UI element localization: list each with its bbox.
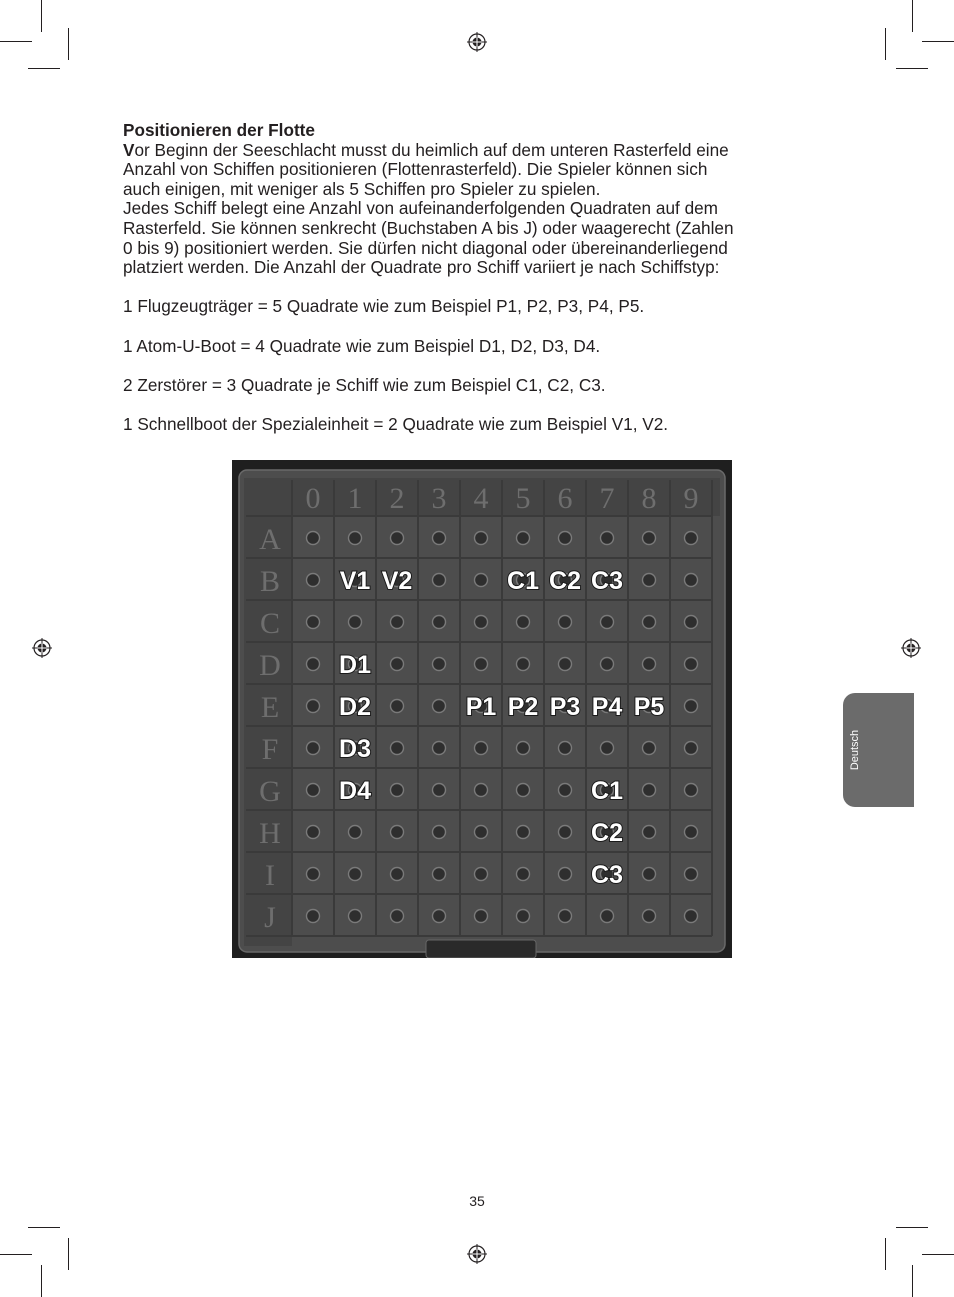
peg-hole	[349, 532, 362, 545]
peg-hole	[643, 910, 656, 923]
peg-hole	[391, 868, 404, 881]
crop-mark	[41, 0, 42, 32]
peg-hole	[433, 574, 446, 587]
peg-hole	[307, 868, 320, 881]
peg-hole	[685, 574, 698, 587]
peg-hole	[391, 826, 404, 839]
crop-mark	[885, 28, 886, 60]
peg-hole	[517, 532, 530, 545]
board-hinge-tab	[426, 940, 536, 958]
peg-hole	[475, 616, 488, 629]
ship-label: D4	[339, 777, 371, 805]
peg-hole	[685, 532, 698, 545]
row-label: A	[259, 523, 281, 556]
row-label: G	[259, 775, 281, 808]
peg-hole	[559, 616, 572, 629]
row-label: I	[265, 859, 275, 892]
peg-hole	[601, 532, 614, 545]
peg-hole	[307, 742, 320, 755]
peg-hole	[685, 784, 698, 797]
peg-hole	[307, 574, 320, 587]
crop-mark	[922, 1254, 954, 1255]
body-line: auch einigen, mit weniger als 5 Schiffen pro Spieler zu spielen.	[123, 178, 601, 199]
ship-label: P1	[465, 693, 497, 721]
peg-hole	[307, 784, 320, 797]
peg-hole	[475, 742, 488, 755]
crop-mark	[68, 28, 69, 60]
peg-hole	[559, 826, 572, 839]
peg-hole	[391, 910, 404, 923]
ship-label: P3	[549, 693, 581, 721]
column-label: 4	[473, 482, 489, 515]
fleet-grid	[232, 460, 732, 958]
ship-label: D1	[339, 651, 371, 679]
peg-hole	[559, 532, 572, 545]
peg-hole	[391, 784, 404, 797]
peg-hole	[643, 784, 656, 797]
peg-hole	[643, 868, 656, 881]
peg-hole	[433, 742, 446, 755]
peg-hole	[517, 616, 530, 629]
peg-hole	[391, 658, 404, 671]
peg-hole	[433, 532, 446, 545]
peg-hole	[475, 532, 488, 545]
peg-hole	[601, 616, 614, 629]
peg-hole	[307, 910, 320, 923]
body-line: 0 bis 9) positioniert werden. Sie dürfen nicht diagonal oder übereinanderliegend	[123, 237, 728, 258]
peg-hole	[391, 616, 404, 629]
column-label: 6	[557, 482, 573, 515]
body-line: Anzahl von Schiffen positionieren (Flottenrasterfeld). Die Spieler können sich	[123, 159, 708, 180]
peg-hole	[643, 826, 656, 839]
peg-hole	[685, 826, 698, 839]
registration-mark-icon	[467, 32, 487, 52]
ship-label: V1	[339, 567, 371, 595]
peg-hole	[685, 658, 698, 671]
peg-hole	[685, 616, 698, 629]
crop-mark	[28, 68, 60, 69]
peg-hole	[391, 532, 404, 545]
peg-hole	[433, 910, 446, 923]
crop-mark	[28, 1227, 60, 1228]
column-label: 1	[347, 482, 363, 515]
language-tab-label	[843, 693, 867, 807]
peg-hole	[601, 742, 614, 755]
peg-hole	[475, 574, 488, 587]
peg-hole	[643, 616, 656, 629]
ship-label: C1	[507, 567, 539, 595]
peg-hole	[559, 742, 572, 755]
peg-hole	[517, 784, 530, 797]
peg-hole	[349, 910, 362, 923]
drop-initial: V	[123, 139, 135, 160]
language-tab-text: Deutsch	[849, 729, 862, 771]
peg-hole	[685, 910, 698, 923]
row-label: D	[259, 649, 281, 682]
peg-hole	[391, 742, 404, 755]
ship-label: P5	[633, 693, 665, 721]
peg-hole	[433, 658, 446, 671]
ship-label: C3	[591, 861, 623, 889]
peg-hole	[475, 868, 488, 881]
peg-hole	[601, 658, 614, 671]
row-label: B	[259, 565, 281, 598]
peg-hole	[349, 616, 362, 629]
peg-hole	[307, 658, 320, 671]
section-title: Positionieren der Flotte	[123, 120, 315, 140]
column-label: 3	[431, 482, 447, 515]
ship-rule-destroyer: 2 Zerstörer = 3 Quadrate je Schiff wie zum Beispiel C1, C2, C3.	[123, 374, 606, 395]
peg-hole	[475, 910, 488, 923]
ship-label: P2	[507, 693, 539, 721]
ship-label: C2	[549, 567, 581, 595]
registration-mark-icon	[32, 638, 52, 658]
peg-hole	[307, 826, 320, 839]
peg-hole	[559, 658, 572, 671]
peg-hole	[643, 742, 656, 755]
ship-rule-submarine: 1 Atom-U-Boot = 4 Quadrate wie zum Beispiel D1, D2, D3, D4.	[123, 335, 601, 356]
crop-mark	[922, 41, 954, 42]
crop-mark	[896, 1227, 928, 1228]
instructions-text	[123, 121, 823, 435]
peg-hole	[391, 700, 404, 713]
peg-hole	[433, 784, 446, 797]
column-label: 7	[599, 482, 615, 515]
ship-label: V2	[381, 567, 413, 595]
crop-mark	[68, 1238, 69, 1270]
ship-label: D2	[339, 693, 371, 721]
peg-hole	[349, 826, 362, 839]
peg-hole	[349, 868, 362, 881]
peg-hole	[559, 868, 572, 881]
crop-mark	[0, 1254, 32, 1255]
peg-hole	[559, 784, 572, 797]
column-label: 5	[515, 482, 531, 515]
peg-hole	[517, 742, 530, 755]
body-line: Jedes Schiff belegt eine Anzahl von aufeinanderfolgenden Quadraten auf dem	[123, 198, 718, 219]
ship-rule-speedboat: 1 Schnellboot der Spezialeinheit = 2 Quadrate wie zum Beispiel V1, V2.	[123, 413, 669, 434]
peg-hole	[517, 826, 530, 839]
column-label: 2	[389, 482, 405, 515]
peg-hole	[307, 616, 320, 629]
crop-mark	[896, 68, 928, 69]
row-label: E	[260, 691, 280, 724]
column-label: 0	[305, 482, 321, 515]
crop-mark	[912, 1265, 913, 1297]
peg-hole	[475, 826, 488, 839]
peg-hole	[685, 868, 698, 881]
ship-label: D3	[339, 735, 371, 763]
peg-hole	[433, 868, 446, 881]
ship-label: C2	[591, 819, 623, 847]
ship-label: C1	[591, 777, 623, 805]
row-label: F	[261, 733, 279, 766]
peg-hole	[517, 868, 530, 881]
column-label: 9	[683, 482, 699, 515]
column-label: 8	[641, 482, 657, 515]
registration-mark-icon	[467, 1244, 487, 1264]
peg-hole	[307, 532, 320, 545]
body-line: platziert werden. Die Anzahl der Quadrate pro Schiff variiert je nach Schiffstyp:	[123, 257, 720, 278]
intro-line	[123, 141, 823, 161]
crop-mark	[41, 1265, 42, 1297]
peg-hole	[475, 658, 488, 671]
peg-hole	[517, 658, 530, 671]
fleet-grid-board	[232, 460, 732, 958]
peg-hole	[685, 742, 698, 755]
peg-hole	[517, 910, 530, 923]
page-number: 35	[469, 1193, 485, 1209]
ship-label: P4	[591, 693, 623, 721]
row-label: C	[259, 607, 281, 640]
peg-hole	[433, 700, 446, 713]
crop-mark	[912, 0, 913, 32]
crop-mark	[885, 1238, 886, 1270]
body-line: Rasterfeld. Sie können senkrecht (Buchstaben A bis J) oder waagerecht (Zahlen	[123, 217, 734, 238]
registration-mark-icon	[901, 638, 921, 658]
peg-hole	[643, 532, 656, 545]
peg-hole	[643, 574, 656, 587]
peg-hole	[433, 826, 446, 839]
peg-hole	[433, 616, 446, 629]
peg-hole	[601, 910, 614, 923]
peg-hole	[685, 700, 698, 713]
peg-hole	[475, 784, 488, 797]
row-label: H	[259, 817, 281, 850]
ship-rule-carrier: 1 Flugzeugträger = 5 Quadrate wie zum Beispiel P1, P2, P3, P4, P5.	[123, 296, 645, 317]
peg-hole	[559, 910, 572, 923]
peg-hole	[307, 700, 320, 713]
ship-label: C3	[591, 567, 623, 595]
intro-text: or Beginn der Seeschlacht musst du heimlich auf dem unteren Rasterfeld eine	[134, 139, 729, 160]
crop-mark	[0, 41, 32, 42]
peg-hole	[643, 658, 656, 671]
row-label: J	[264, 901, 276, 934]
